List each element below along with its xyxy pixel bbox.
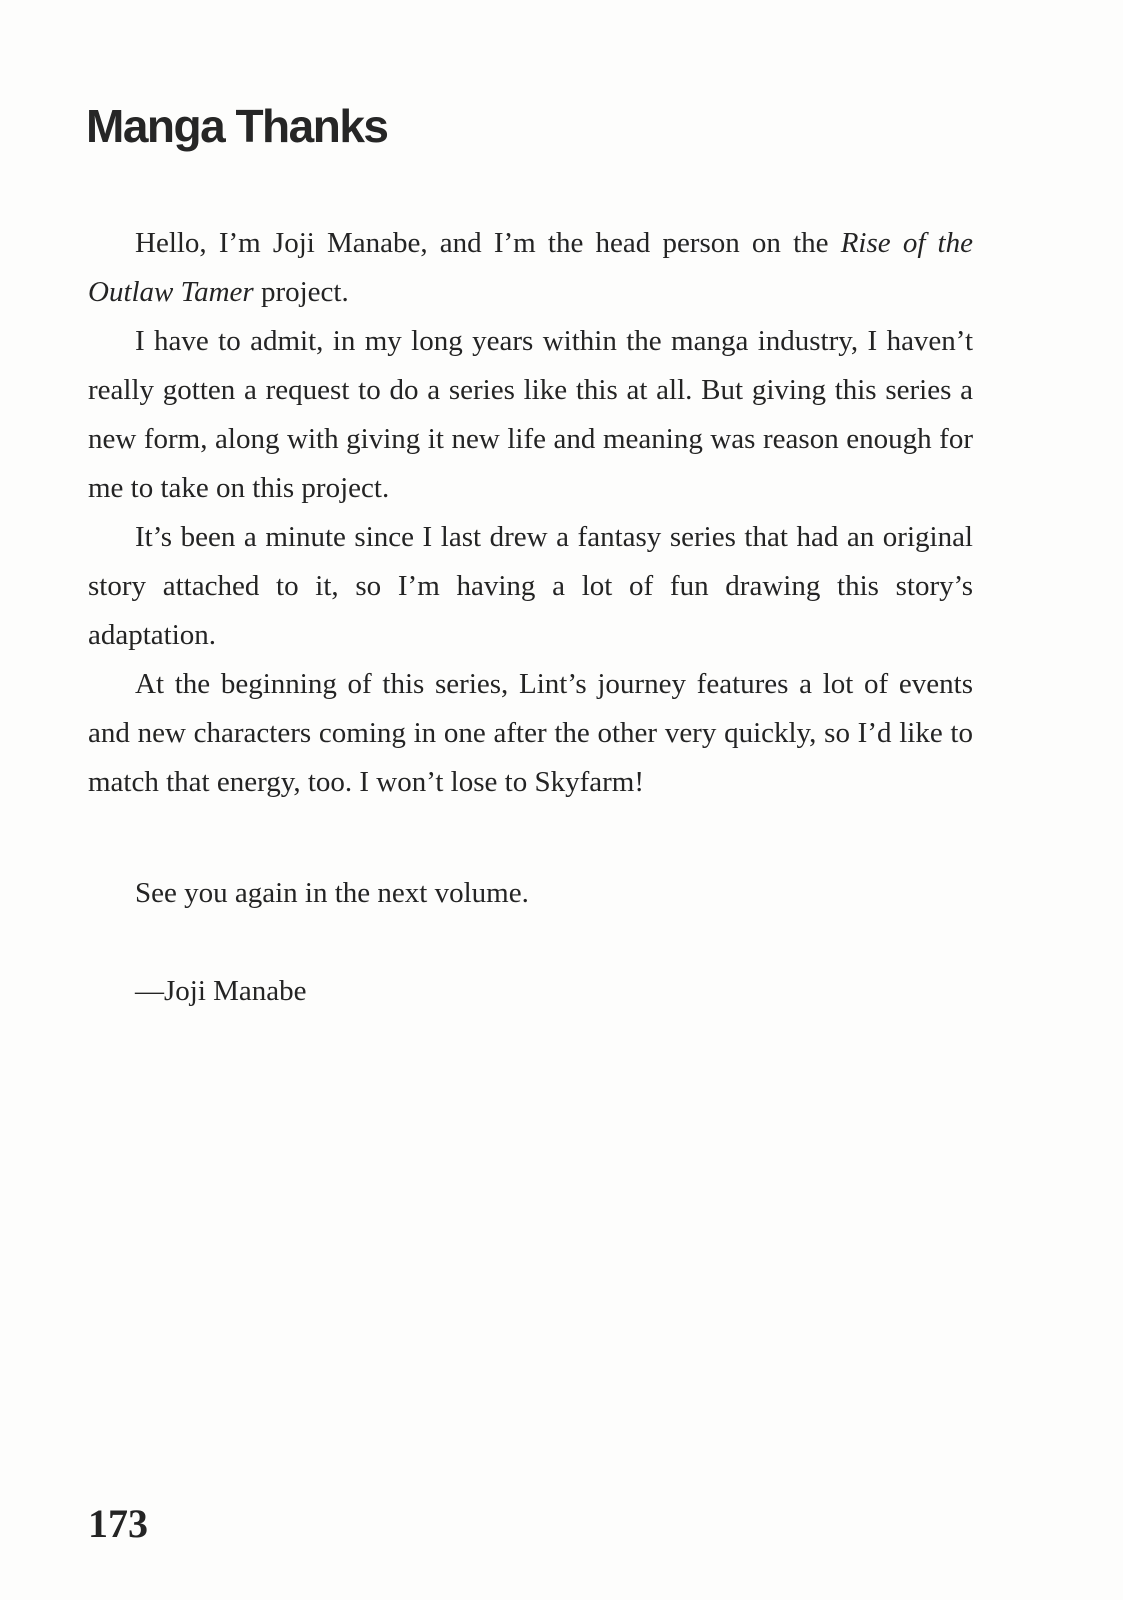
closing-line: See you again in the next volume. (135, 877, 529, 909)
intro-text-after-series-title: project. (253, 276, 349, 308)
author-signature: —Joji Manabe (135, 975, 307, 1007)
paragraph-intro (88, 219, 973, 317)
page-number: 173 (88, 1501, 148, 1546)
paragraph-energy: At the beginning of this series, Lint’s journey features a lot of events and new characters coming in one after the other very quickly, so I’d like to match that energy, too. I won’t lose to Skyfarm! (88, 668, 973, 798)
intro-text-before-series-title: Hello, I’m Joji Manabe, and I’m the head person on the (135, 227, 841, 259)
paragraph-fantasy-series: It’s been a minute since I last drew a fantasy series that had an original story attached to it, so I’m having a lot of fun drawing this story’s adaptation. (88, 521, 973, 651)
series-title-italic: Rise of the Outlaw Tamer (88, 227, 973, 308)
page-title: Manga Thanks (86, 100, 388, 152)
paragraph-admission: I have to admit, in my long years within the manga industry, I haven’t really gotten a request to do a series like this at all. But giving this series a new form, along with giving it new life and meaning was reason enough for me to take on this project. (88, 325, 973, 504)
afterword-body (88, 219, 973, 1016)
